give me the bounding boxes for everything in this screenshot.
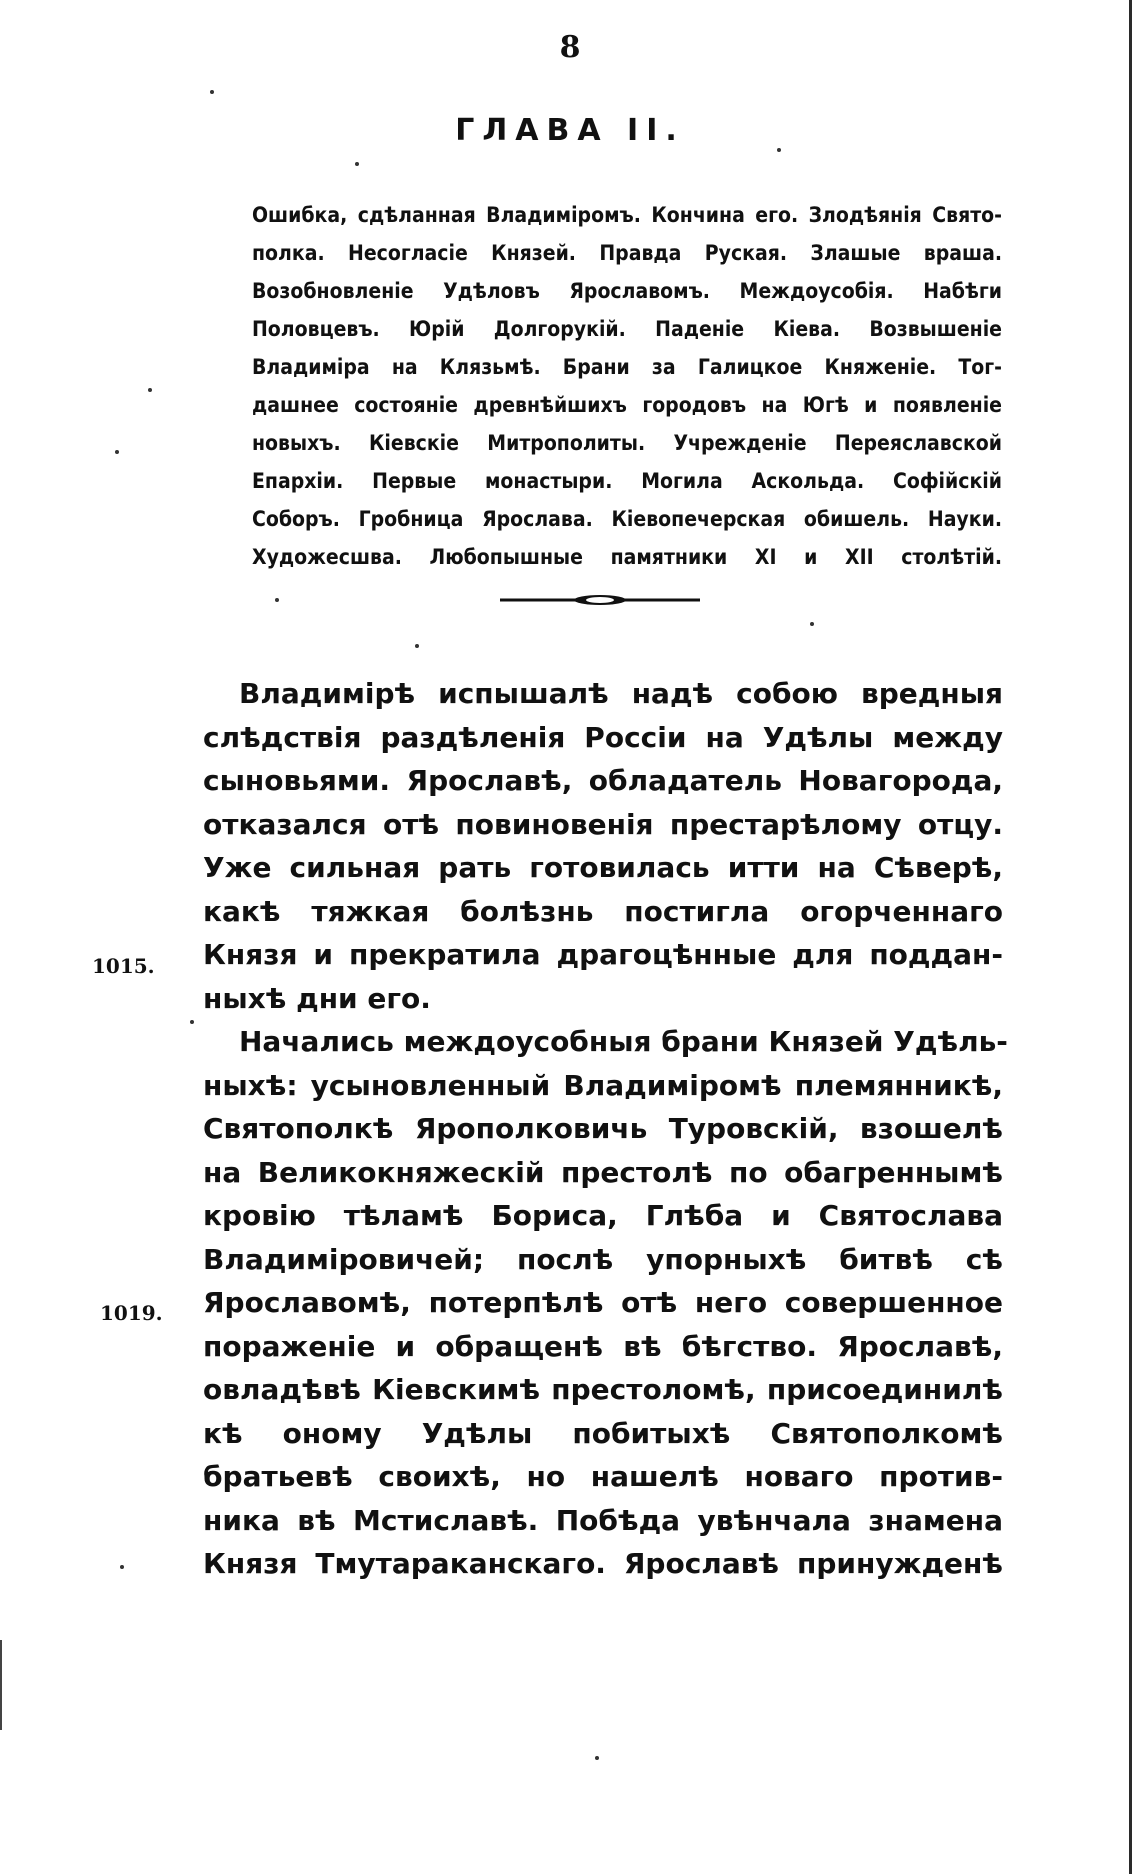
body-line: кѣ оному Удѣлы побитыхѣ Святополкомѣ	[203, 1416, 1003, 1450]
summary-line: дашнее состояніе древнѣйшихъ городовъ на Югѣ и появленіе	[252, 393, 1002, 417]
summary-line: Художесшва. Любопышные памятники XI и XII столѣтій.	[252, 545, 1002, 569]
body-line: Святополкѣ Ярополковичь Туровскій, взошелѣ	[203, 1112, 1003, 1145]
body-line: сыновьями. Ярославѣ, обладатель Новагорода,	[203, 764, 1003, 797]
body-line: Владимірѣ испышалѣ надѣ собою вредныя	[239, 677, 1003, 710]
body-line: слѣдствія раздѣленія Россіи на Удѣлы между	[203, 720, 1003, 754]
scan-speck	[115, 450, 119, 454]
summary-line: Владиміра на Клязьмѣ. Брани за Галицкое Княженіе. Тог-	[252, 355, 1002, 379]
summary-line: полка. Несогласіе Князей. Правда Руская. Злашые враша.	[252, 241, 1002, 265]
scan-edge-line	[1129, 0, 1132, 1874]
body-line: Князя Тмутараканскаго. Ярославѣ принужденѣ	[203, 1547, 1003, 1580]
body-line: Начались междоусобныя брани Князей Удѣль-	[239, 1025, 1008, 1058]
scan-speck	[415, 644, 419, 648]
scan-speck	[148, 388, 152, 392]
chapter-title: ГЛАВА II.	[455, 113, 685, 148]
summary-line: Соборъ. Гробница Ярослава. Кіевопечерская обишель. Науки.	[252, 507, 1002, 531]
summary-line: новыхъ. Кіевскіе Митрополиты. Учрежденіе Переяславской	[252, 431, 1002, 455]
scan-speck	[275, 598, 279, 602]
scan-speck	[210, 90, 214, 94]
scan-speck	[190, 1020, 194, 1024]
margin-year: 1019.	[100, 1301, 163, 1325]
body-line: кровію тѣламѣ Бориса, Глѣба и Святослава	[203, 1199, 1003, 1232]
scan-speck	[595, 1756, 599, 1760]
scan-speck	[777, 148, 781, 152]
body-line: Владиміровичей; послѣ упорныхѣ битвѣ сѣ	[203, 1242, 1003, 1276]
margin-year: 1015.	[92, 954, 155, 978]
page-number: 8	[559, 30, 581, 65]
scan-speck	[120, 1565, 124, 1569]
body-line: Князя и прекратила драгоцѣнные для поддан-	[203, 938, 1003, 971]
body-line: ныхѣ: усыновленный Владиміромѣ племянникѣ,	[203, 1068, 1003, 1102]
body-line: ника вѣ Мстиславѣ. Побѣда увѣнчала знамена	[203, 1503, 1003, 1537]
summary-line: Половцевъ. Юрій Долгорукій. Паденіе Кіева. Возвышеніе	[252, 317, 1002, 341]
body-line: братьевѣ своихѣ, но нашелѣ новаго против-	[203, 1460, 1003, 1493]
scan-edge-mark	[0, 1640, 2, 1730]
chapter-summary	[252, 196, 1002, 576]
body-line: Ярославомѣ, потерпѣлѣ отѣ него совершенное	[203, 1286, 1003, 1319]
scan-speck	[355, 162, 359, 166]
summary-line: Епархіи. Первые монастыри. Могила Аскольда. Софійскій	[252, 469, 1002, 493]
body-line: какѣ тяжкая болѣзнь постигла огорченнаго	[203, 894, 1003, 928]
scan-speck	[810, 622, 814, 626]
ornamental-divider	[500, 590, 700, 610]
body-line: пораженіе и обращенѣ вѣ бѣгство. Ярославѣ,	[203, 1329, 1003, 1363]
body-line: Уже сильная рать готовилась итти на Сѣверѣ,	[203, 851, 1003, 884]
summary-line: Возобновленіе Удѣловъ Ярославомъ. Междоусобія. Набѣги	[252, 279, 1002, 303]
body-line: на Великокняжескій престолѣ по обагреннымѣ	[203, 1155, 1003, 1189]
summary-line: Ошибка, сдѣланная Владиміромъ. Кончина его. Злодѣянія Свято-	[252, 203, 1002, 227]
body-line: овладѣвѣ Кіевскимѣ престоломѣ, присоединилѣ	[203, 1373, 1003, 1406]
body-line: отказался отѣ повиновенія престарѣлому отцу.	[203, 807, 1003, 841]
body-line: ныхѣ дни его.	[203, 981, 431, 1015]
body-text	[203, 672, 1008, 1586]
